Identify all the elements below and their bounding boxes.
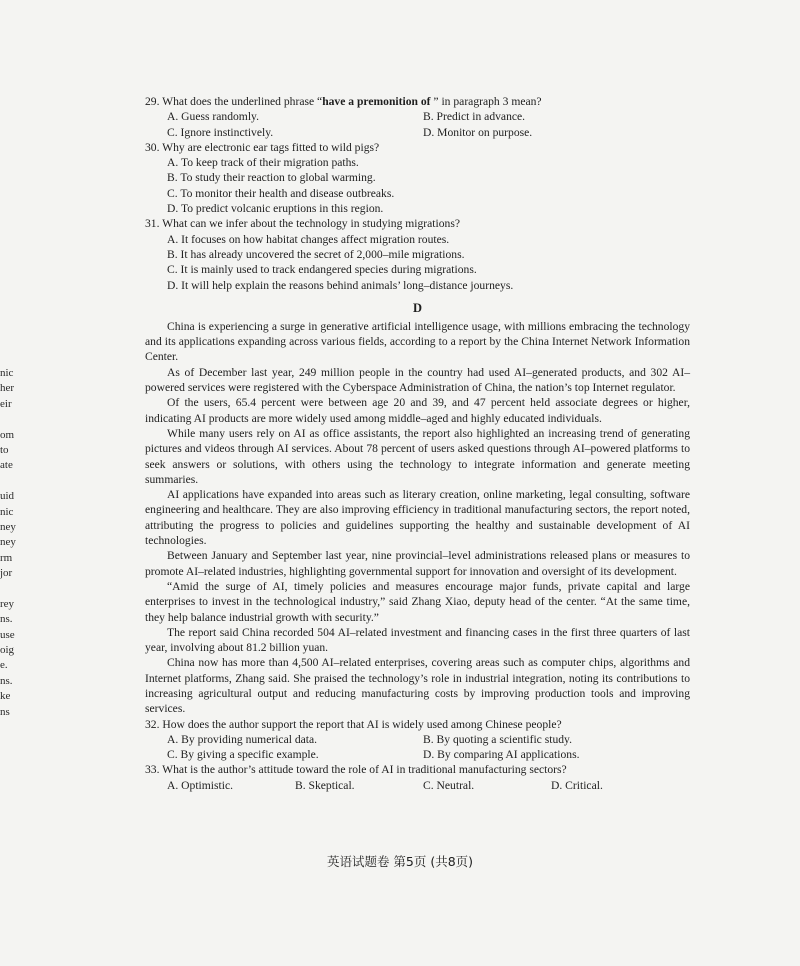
- fragment-line: om: [0, 428, 15, 441]
- stem-text: ” in paragraph 3 mean?: [430, 95, 542, 108]
- option-b: B. To study their reaction to global warming.: [167, 171, 376, 185]
- question-31: [145, 216, 690, 292]
- fragment-line: [0, 581, 22, 596]
- option-row: [145, 747, 690, 762]
- option-d: D. It will help explain the reasons behind animals’ long–distance journeys.: [167, 278, 514, 292]
- question-30: [145, 140, 690, 216]
- passage-paragraph: Of the users, 65.4 percent were between age 20 and 39, and 47 percent held associate degrees or higher, indicating AI products are more widely used among middle–aged and highly educated individuals.: [145, 396, 690, 425]
- option-c: C. Neutral.: [423, 778, 475, 792]
- fragment-line: rm: [0, 551, 13, 564]
- fragment-line: jor: [0, 567, 13, 580]
- question-stem: 31. What can we infer about the technology in studying migrations?: [145, 217, 460, 231]
- fragment-line: nic: [0, 367, 14, 379]
- underlined-phrase: have a premonition of: [322, 95, 431, 108]
- option-d: D. By comparing AI applications.: [423, 748, 580, 762]
- fragment-line: ke: [0, 690, 11, 703]
- fragment-line: nic: [0, 505, 14, 518]
- option-b: B. Skeptical.: [295, 778, 355, 792]
- option-a: A. It focuses on how habitat changes affect migration routes.: [167, 232, 450, 246]
- option-d: D. Monitor on purpose.: [423, 125, 533, 139]
- question-stem: 32. How does the author support the report that AI is widely used among Chinese people?: [145, 717, 562, 731]
- passage-paragraph: While many users rely on AI as office assistants, the report also highlighted an increasing trend of generating pictures and videos through AI services. About 78 percent of users asked questions through AI–powered platforms to seek answers or solutions, with others using the technology to integrate information and generate meeting summaries.: [145, 426, 690, 486]
- passage-d: [145, 319, 690, 717]
- fragment-line: rey: [0, 597, 15, 610]
- fragment-line: to: [0, 443, 9, 456]
- passage-paragraph: China now has more than 4,500 AI–related enterprises, covering areas such as computer chips, algorithms and Internet platforms, Zhang said. She praised the technology’s role in industrial integration, noting its contributions to increasing agricultural output and reducing manufacturing costs by improving production tools and improving services.: [145, 656, 690, 716]
- fragment-line: ney: [0, 536, 16, 549]
- option-b: B. It has already uncovered the secret of 2,000–mile migrations.: [167, 247, 465, 261]
- fragment-line: eir: [0, 397, 12, 410]
- passage-paragraph: “Amid the surge of AI, timely policies and measures encourage major funds, private capital and large enterprises to invest in the technological industry,” said Zhang Xiao, deputy head of the center. “At the same time, they help balance industrial growth with security.”: [145, 579, 690, 624]
- question-stem: 30. Why are electronic ear tags fitted to wild pigs?: [145, 140, 380, 154]
- question-stem: [145, 94, 690, 109]
- fragment-line: [0, 474, 22, 489]
- question-29: [145, 94, 690, 140]
- page-content: [145, 94, 690, 793]
- fragment-line: ney: [0, 520, 16, 533]
- option-c: C. Ignore instinctively.: [167, 125, 274, 139]
- option-a: A. Guess randomly.: [167, 110, 259, 124]
- fragment-line: ate: [0, 459, 13, 472]
- option-d: D. To predict volcanic eruptions in this region.: [167, 202, 384, 216]
- option-c: C. It is mainly used to track endangered species during migrations.: [167, 263, 477, 277]
- option-row: [145, 732, 690, 747]
- previous-page-fragment: [0, 366, 22, 720]
- passage-paragraph: AI applications have expanded into areas such as literary creation, online marketing, legal consulting, software engineering and healthcare. They are also improving efficiency in traditional manufacturing sectors, the report noted, attributing the progress to policies and guidelines supporting the healthy and sustainable development of AI technologies.: [145, 488, 690, 548]
- question-33: [145, 762, 690, 793]
- option-b: B. By quoting a scientific study.: [423, 732, 572, 746]
- fragment-line: uid: [0, 490, 15, 503]
- section-title: D: [412, 300, 423, 315]
- page-footer: 英语试题卷 第5页 (共8页): [326, 854, 474, 869]
- question-32: [145, 717, 690, 763]
- option-c: C. By giving a specific example.: [167, 748, 319, 762]
- passage-paragraph: Between January and September last year, nine provincial–level administrations released plans or measures to promote AI–related industries, highlighting governmental support for innovation and oversight of its development.: [145, 549, 690, 578]
- stem-text: 29. What does the underlined phrase “: [145, 95, 323, 108]
- fragment-line: e.: [0, 659, 8, 672]
- option-row: [145, 125, 690, 140]
- option-row: [145, 109, 690, 124]
- fragment-line: ns: [0, 705, 10, 718]
- question-stem: 33. What is the author’s attitude toward the role of AI in traditional manufacturing sectors?: [145, 763, 567, 777]
- option-a: A. Optimistic.: [167, 778, 234, 792]
- fragment-line: [0, 412, 22, 427]
- fragment-line: use: [0, 628, 15, 641]
- fragment-line: her: [0, 382, 15, 395]
- fragment-line: ns.: [0, 674, 13, 687]
- option-a: A. By providing numerical data.: [167, 732, 318, 746]
- passage-paragraph: China is experiencing a surge in generative artificial intelligence usage, with millions embracing the technology and its applications expanding across various fields, according to a report by the China Internet Network Information Center.: [145, 319, 690, 364]
- option-b: B. Predict in advance.: [423, 110, 526, 124]
- option-a: A. To keep track of their migration paths.: [167, 156, 359, 170]
- passage-paragraph: The report said China recorded 504 AI–related investment and financing cases in the first three quarters of last year, involving about 81.2 billion yuan.: [145, 625, 690, 655]
- option-row: [145, 778, 690, 793]
- passage-paragraph: As of December last year, 249 million people in the country had used AI–generated products, and 302 AI–powered services were registered with the Cyberspace Administration of China, the nation’s top Internet regulator.: [145, 365, 690, 395]
- fragment-line: oig: [0, 644, 15, 657]
- option-c: C. To monitor their health and disease outbreaks.: [167, 186, 395, 200]
- fragment-line: ns.: [0, 613, 13, 626]
- option-d: D. Critical.: [551, 778, 603, 792]
